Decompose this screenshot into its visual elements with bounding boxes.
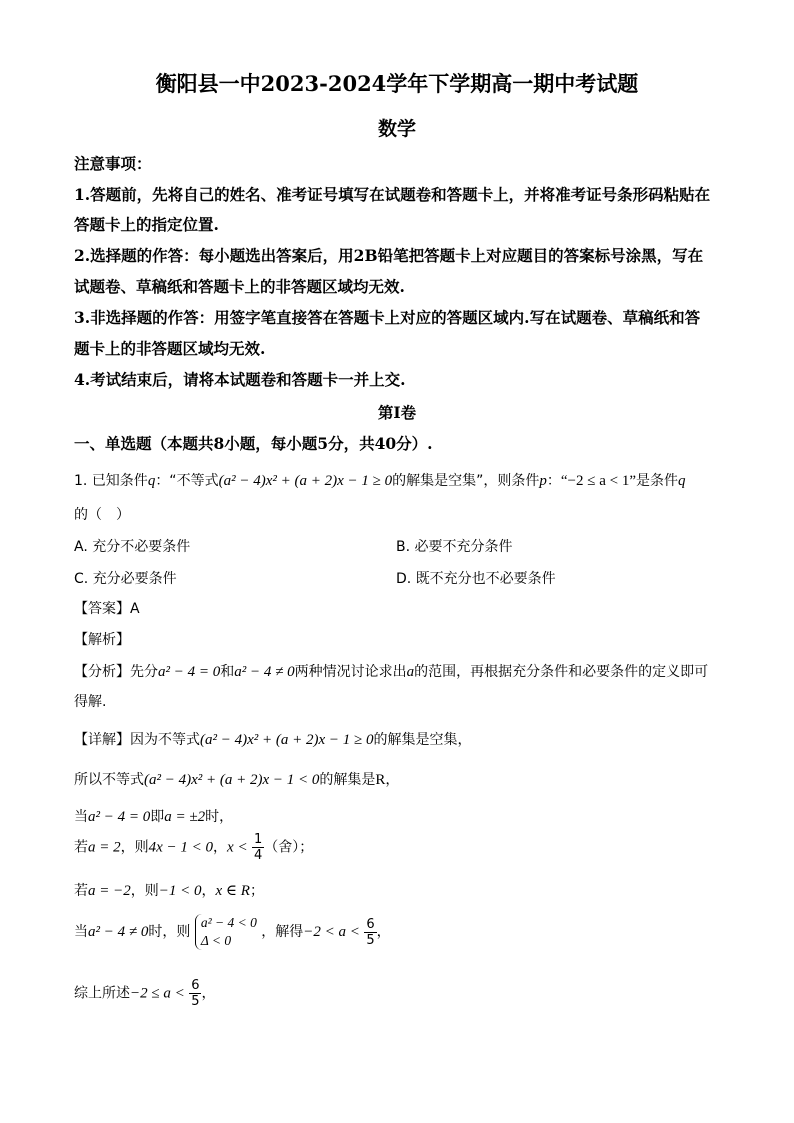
detail-line-1: 【详解】因为不等式(a² − 4)x² + (a + 2)x − 1 ≥ 0的解集是空集， <box>74 732 472 748</box>
answer-label: 【答案】 <box>74 601 130 617</box>
detail-line-5: 若a = −2，则−1 < 0，x ∈ R； <box>74 883 264 899</box>
answer-value: A <box>130 601 140 617</box>
inequality-system: a² − 4 < 0 Δ < 0 <box>195 914 257 950</box>
fenxi-line-2: 得解. <box>74 694 107 710</box>
note-2-line-2: 试题卷、草稿纸和答题卡上的非答题区域均无效. <box>74 277 405 296</box>
note-3-line-2: 题卡上的非答题区域均无效. <box>74 339 266 358</box>
detail-line-3: 当a² − 4 = 0即a = ±2时， <box>74 809 234 825</box>
fraction-six-fifths-2: $\frac{6}{5}$ <box>191 978 200 1009</box>
fraction-six-fifths: $\frac{6}{5}$ <box>366 916 375 948</box>
notes-heading: 注意事项： <box>74 154 152 173</box>
volume-label: 第I卷 <box>377 403 417 422</box>
note-1-line-1: 1.答题前，先将自己的姓名、准考证号填写在试题卷和答题卡上，并将准考证号条形码粘贴在 <box>74 185 711 204</box>
option-d: D. 既不充分也不必要条件 <box>396 571 556 587</box>
var-p: p <box>539 473 547 489</box>
section-heading: 一、单选题（本题共8小题，每小题5分，共40分）. <box>74 434 433 453</box>
exam-title: 衡阳县一中2023-2024学年下学期高一期中考试题 <box>155 71 639 96</box>
question-1-stem-end: 的（ ） <box>74 507 130 523</box>
condition-p: “−2 ≤ a < 1” <box>560 473 636 489</box>
fraction-one-quarter: $\frac{1}{4}$ <box>254 832 263 863</box>
question-number: 1. <box>74 473 88 489</box>
option-a: A. 充分不必要条件 <box>74 539 191 555</box>
fenxi-line-1: 【分析】先分a² − 4 = 0和a² − 4 ≠ 0两种情况讨论求出a的范围，再根据充分条件和必要条件的定义即可 <box>74 664 709 680</box>
detail-line-2: 所以不等式(a² − 4)x² + (a + 2)x − 1 < 0的解集是R， <box>74 772 400 788</box>
detail-line-6: 当a² − 4 ≠ 0时，则 a² − 4 < 0 Δ < 0 ，解得−2 < a < $\frac{6}{5}$ ， <box>74 915 391 948</box>
option-b: B. 必要不充分条件 <box>396 539 513 555</box>
subject-title: 数学 <box>377 118 416 140</box>
note-4: 4.考试结束后，请将本试题卷和答题卡一并上交. <box>74 370 406 389</box>
note-3-line-1: 3.非选择题的作答：用签字笔直接答在答题卡上对应的答题区域内.写在试题卷、草稿纸和答 <box>74 308 701 327</box>
note-2-line-1: 2.选择题的作答：每小题选出答案后，用2B铅笔把答题卡上对应题目的答案标号涂黑，写在 <box>74 246 704 265</box>
var-q: q <box>147 473 156 489</box>
detail-line-7: 综上所述−2 ≤ a < $\frac{6}{5}$ ， <box>74 978 216 1009</box>
detail-line-4: 若a = 2，则4x − 1 < 0，x < $\frac{1}{4}$ （舍）； <box>74 832 314 863</box>
option-c: C. 充分必要条件 <box>74 571 177 587</box>
inequality-formula: (a² − 4)x² + (a + 2)x − 1 ≥ 0 <box>218 473 393 489</box>
question-1-stem: 1. 已知条件q：“不等式(a² − 4)x² + (a + 2)x − 1 ≥ 0的解集是空集”，则条件p：“−2 ≤ a < 1”是条件q <box>74 473 686 489</box>
note-1-line-2: 答题卡上的指定位置. <box>74 215 219 234</box>
analysis-label: 【解析】 <box>74 632 130 648</box>
answer-line <box>74 598 140 618</box>
